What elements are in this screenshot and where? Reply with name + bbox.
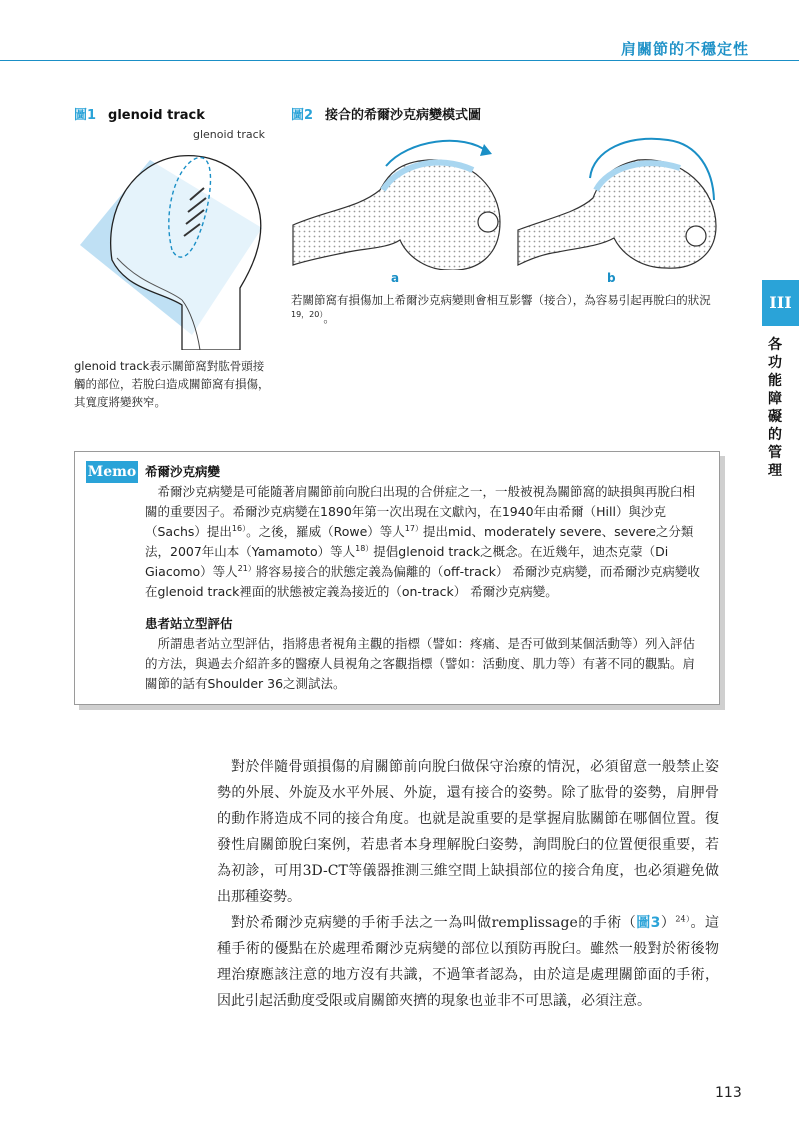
figure2-panel-b-drawing — [518, 139, 716, 268]
memo-text: 提出mid、moderately severe、severe之分類法，2007年山本（Yamamoto）等人 — [145, 524, 694, 559]
figure2-title — [291, 104, 481, 123]
body-paragraph-1: 對於伴隨骨頭損傷的肩關節前向脫臼做保守治療的情況，必須留意一般禁止姿勢的外展、外旋及水平外展、外旋，還有接合的姿勢。除了肱骨的姿勢，肩胛骨的動作將造成不同的接合角度。也就是說重要的是掌握肩肱關節在哪個位置。復發性肩關節脫臼案例，若患者本身理解脫臼姿勢，詢問脫臼的位置便很重要，若為初診，可用3D-CT等儀器推測三維空間上缺損部位的接合角度，也必須避免做出那種姿勢。 — [217, 759, 719, 905]
memo-ref: 17） — [404, 523, 423, 533]
memo-box — [74, 451, 720, 705]
memo-paragraph-hill-sachs — [145, 482, 705, 602]
figure1-label: glenoid track — [193, 128, 266, 141]
figure2-panel-a-label: a — [391, 271, 400, 285]
memo-ref: 18） — [355, 543, 374, 553]
memo-text: 提倡glenoid track之概念。在近幾年，迪杰克蒙（Di Giacomo）等人 — [145, 544, 669, 579]
figure2-caption-ref: 19，20） — [291, 310, 324, 320]
panel-a-glenoid-circle — [478, 212, 498, 232]
figure1-title — [74, 104, 205, 123]
memo-text: 將容易接合的狀態定義為偏離的（off-track） 希爾沙克病變，而希爾沙克病變收在glenoid track裡面的狀態被定義為接近的（on-track） 希爾沙克病變。 — [145, 564, 700, 599]
chapter-section-title: 各功能障礙的管理 — [768, 337, 782, 479]
memo-ref: 16） — [231, 523, 247, 533]
memo-paragraph-patient-reported: 所謂患者站立型評估，指將患者視角主觀的指標（譬如：疼痛、是否可做到某個活動等）列入評估的方法，與過去介紹許多的醫療人員視角之客觀指標（譬如：活動度、肌力等）有著不同的觀點。肩關節的話有Shoulder 36之測試法。 — [145, 636, 696, 691]
memo-content — [145, 462, 705, 706]
figure2-caption-end: 。 — [323, 311, 335, 325]
figure3-reference: 圖3 — [636, 915, 661, 931]
figure1-number: 圖1 — [74, 108, 97, 123]
header-rule — [0, 60, 799, 61]
body-text-span: 。這種手術的優點在於處理希爾沙克病變的部位以預防再脫臼。雖然一般對於術後物理治療應該注意的地方沒有共識，不過筆者認為，由於這是處理關節面的手術，因此引起活動度受限或肩關節夾擠的現象也並非不可思議，必須注意。 — [217, 915, 720, 1009]
figure2-number: 圖2 — [291, 108, 314, 123]
figure2-title-text: 接合的希爾沙克病變模式圖 — [325, 108, 482, 123]
panel-b-glenoid-circle — [686, 226, 706, 246]
running-header — [0, 0, 799, 62]
memo-heading-hill-sachs: 希爾沙克病變 — [145, 464, 221, 479]
memo-heading-patient-reported: 患者站立型評估 — [145, 616, 233, 631]
figure2-illustration — [288, 130, 720, 270]
humeral-head-outline — [111, 156, 261, 350]
chapter-tab: III — [762, 280, 799, 326]
panel-b-humerus — [518, 160, 716, 268]
memo-text: 希爾沙克病變是可能隨著肩關節前向脫臼出現的合併症之一，一般被視為關節窩的缺損與再脫臼相關的重要因子。希爾沙克病變在1890年第一次出現在文獻內，在1940年由希爾（Hill）與沙克（Sachs）提出 — [145, 484, 696, 539]
memo-text: 。之後，羅威（Rowe）等人 — [246, 524, 405, 539]
panel-a-arrow-head — [480, 144, 492, 156]
figure1-caption: glenoid track表示關節窩對肱骨頭接觸的部位，若脫臼造成關節窩有損傷，其寬度將變狹窄。 — [74, 359, 270, 409]
memo-ref: 21） — [237, 563, 256, 573]
figure2-panel-b-label: b — [607, 271, 616, 285]
body-text-span: ） — [660, 915, 676, 931]
figure2-caption — [291, 291, 721, 327]
memo-badge: Memo — [86, 461, 138, 483]
figure2-panel-a-drawing — [293, 141, 500, 270]
figure2-caption-text: 若關節窩有損傷加上希爾沙克病變則會相互影響（接合），為容易引起再脫臼的狀況 — [291, 293, 711, 307]
running-title: 肩關節的不穩定性 — [620, 40, 749, 58]
page-number: 113 — [715, 1085, 742, 1101]
body-text-span: 對於希爾沙克病變的手術手法之一為叫做remplissage的手術（ — [231, 915, 637, 931]
body-paragraph-2 — [217, 910, 719, 1014]
figure1-title-text: glenoid track — [108, 108, 205, 123]
figure1-humerus-illustration — [72, 140, 282, 350]
body-ref: 24） — [675, 914, 691, 924]
body-text — [217, 754, 719, 1014]
